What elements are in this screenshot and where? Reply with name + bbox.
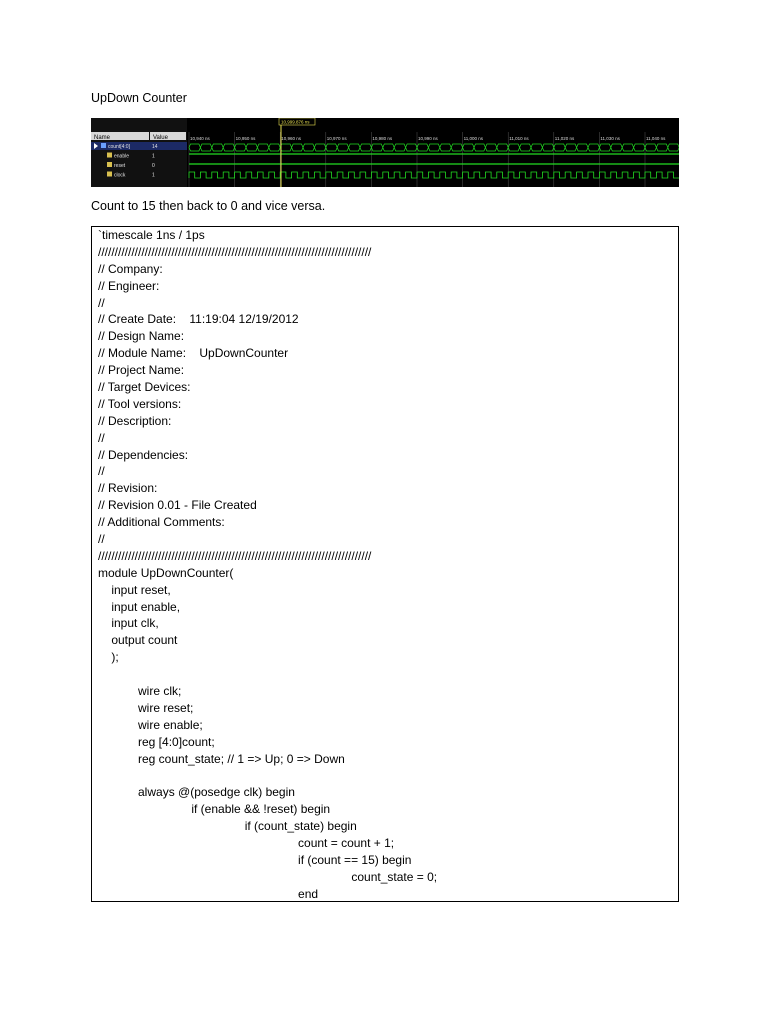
code-line: // [98,532,105,547]
code-line [98,768,678,785]
code-line: input enable, [98,599,181,614]
count-bus-trace [189,144,679,151]
time-tick-label: 11,010 ns [509,136,529,141]
signal-name[interactable]: enable [114,153,130,160]
time-tick-label: 11,020 ns [554,136,575,141]
code-line: wire reset; [98,700,194,715]
code-line: // Revision 0.01 - File Created [98,498,257,513]
code-line: input clk, [98,616,159,631]
code-line: // [98,464,105,479]
code-line: input reset, [98,582,171,597]
time-tick-label: 10,940 ns [190,136,210,141]
code-line: wire clk; [98,684,182,699]
signal-type-icon [107,162,112,167]
verilog-code [92,227,678,902]
signal-value: 1 [152,153,155,160]
signal-type-icon [101,143,106,148]
code-line: // Engineer: [98,278,160,293]
signal-type-icon [107,153,112,158]
signal-value: 0 [152,163,155,169]
code-line: `timescale 1ns / 1ps [98,228,205,242]
code-line: // [98,430,105,445]
signal-name[interactable]: count[4:0] [108,144,130,150]
time-tick-label: 10,960 ns [281,136,301,141]
time-tick-label: 11,040 ns [646,136,666,141]
code-line: // Description: [98,413,172,428]
clock-trace [189,172,679,178]
code-line: // Tool versions: [98,396,182,411]
code-line: if (count == 15) begin [98,852,412,867]
code-line: reg [4:0]count; [98,734,215,749]
code-line: output count [98,633,178,648]
code-line: ); [98,650,119,665]
waveform-viewer [91,118,679,187]
signal-value: 14 [152,144,158,150]
code-line: // Dependencies: [98,447,189,462]
code-line: count = count + 1; [98,836,395,851]
signal-type-icon [107,172,112,177]
code-line: ////////////////////////////////////////////////////////////////////////////////// [98,548,372,563]
code-line: // Additional Comments: [98,515,225,530]
code-line: count_state = 0; [98,869,438,884]
code-line: if (enable && !reset) begin [98,802,331,817]
time-tick-label: 10,990 ns [418,136,438,141]
code-line: wire enable; [98,717,203,732]
code-line: // Module Name: UpDownCounter [98,346,289,361]
code-line: ////////////////////////////////////////////////////////////////////////////////// [98,244,372,259]
code-line: end [98,886,319,901]
code-line: // Design Name: [98,329,185,344]
signal-value: 1 [152,172,155,179]
document-caption: Count to 15 then back to 0 and vice versa. [91,199,326,213]
code-line: // Company: [98,261,163,276]
code-line: // [98,295,105,310]
signal-panel [91,118,187,187]
time-tick-label: 11,000 ns [463,136,484,141]
value-column-header: Value [153,135,168,141]
code-line: // Target Devices: [98,380,191,395]
code-line: if (count_state) begin [98,819,357,834]
document-title: UpDown Counter [91,91,187,105]
time-tick-label: 10,950 ns [235,136,256,141]
time-tick-label: 10,970 ns [326,136,347,141]
signal-name[interactable]: reset [114,163,126,169]
code-line: // Revision: [98,481,158,496]
code-line: // Create Date: 11:19:04 12/19/2012 [98,312,299,327]
time-tick-label: 10,980 ns [372,136,393,141]
code-listing [91,226,679,902]
code-line [98,666,678,683]
code-line: always @(posedge clk) begin [98,785,295,800]
cursor-time-label: 10,999.876 ns [281,119,310,125]
name-column-header: Name [94,135,111,141]
waveform-screenshot [91,118,679,187]
signal-name[interactable]: clock [114,172,126,179]
code-line: module UpDownCounter( [98,565,234,580]
code-line: reg count_state; // 1 => Up; 0 => Down [98,751,345,766]
code-line: // Project Name: [98,363,185,378]
time-tick-label: 11,030 ns [600,136,620,141]
